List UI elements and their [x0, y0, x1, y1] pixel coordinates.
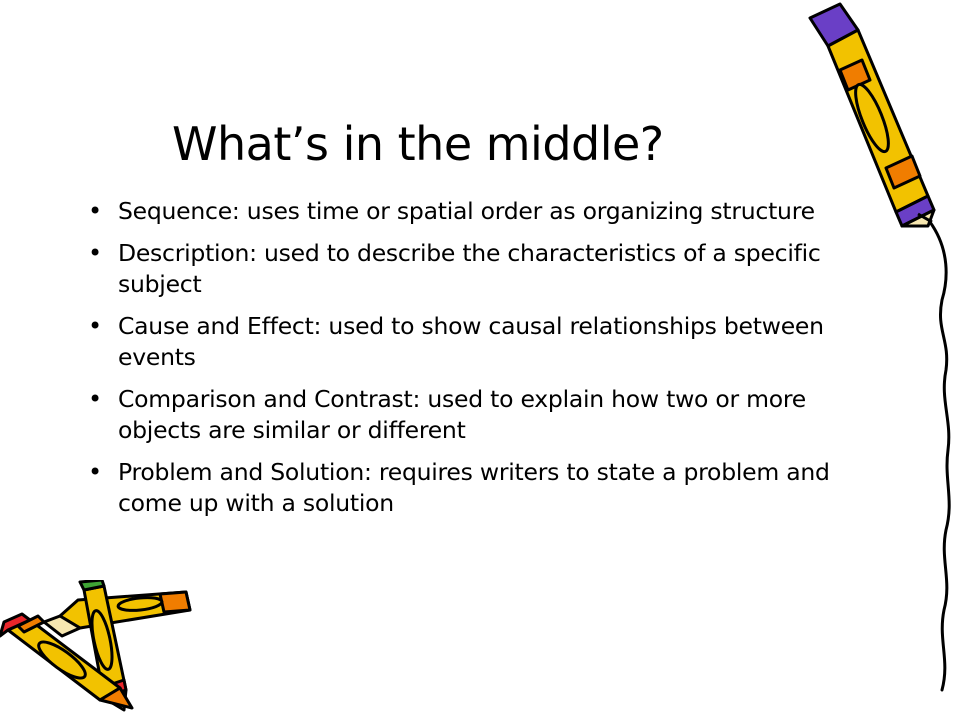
list-item	[88, 238, 868, 300]
list-item	[88, 196, 868, 227]
bullet-text: Description: used to describe the characteristics of a specific subject	[118, 239, 821, 298]
bullet-text: Comparison and Contrast: used to explain how two or more objects are similar or different	[118, 385, 807, 444]
bullet-point-icon: •	[88, 385, 102, 413]
list-item	[88, 457, 868, 519]
bullet-text: Sequence: uses time or spatial order as organizing structure	[118, 197, 815, 225]
bullet-point-icon: •	[88, 239, 102, 267]
bullet-point-icon: •	[88, 197, 102, 225]
bullet-text: Cause and Effect: used to show causal relationships between events	[118, 312, 824, 371]
bullet-text: Problem and Solution: requires writers to state a problem and come up with a solution	[118, 458, 830, 517]
crossed-pencils-icon	[0, 580, 200, 720]
list-item	[88, 311, 868, 373]
list-item	[88, 384, 868, 446]
bullet-point-icon: •	[88, 312, 102, 340]
bullet-point-icon: •	[88, 458, 102, 486]
bullet-list	[88, 196, 868, 530]
slide-title: What’s in the middle?	[172, 117, 664, 171]
